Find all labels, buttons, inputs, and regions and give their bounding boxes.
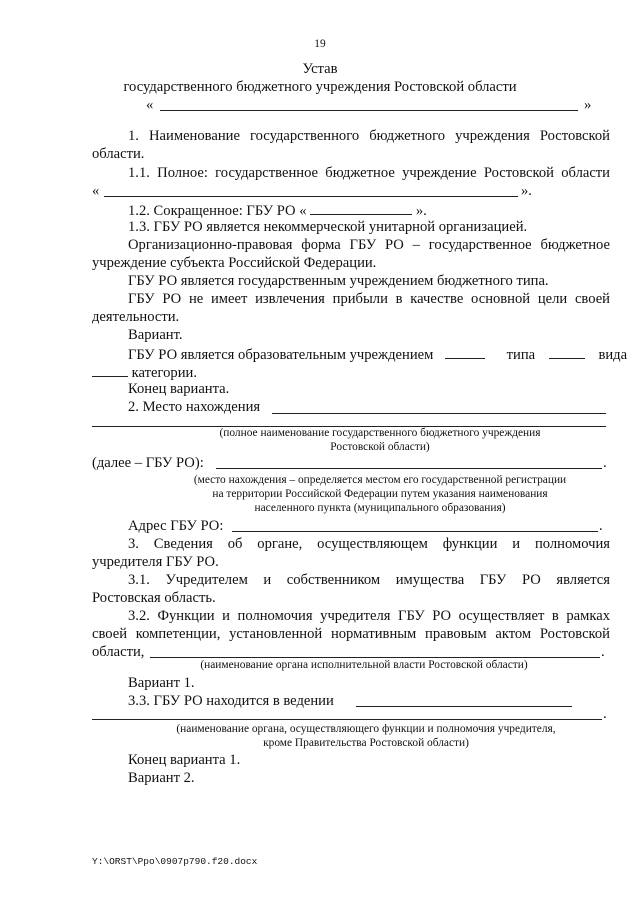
section-3-1-line-1: 3.1. Учредителем и собственником имущества ГБУ РО является [128, 572, 610, 588]
section-3-line-2: учредителя ГБУ РО. [92, 554, 219, 570]
hint-location-line-1: (место нахождения – определяется местом его государственной регистрации [193, 474, 567, 486]
section-1-2-label: 1.2. Сокращенное: ГБУ РО « [128, 203, 307, 219]
section-1-2 [128, 201, 427, 220]
hint-org-line-1: (наименование органа, осуществляющего функции и полномочия учредителя, [176, 723, 556, 735]
opf-line-2: учреждение субъекта Российской Федерации. [92, 255, 377, 271]
document-title: Устав [302, 61, 338, 77]
variant-1-label: Вариант 1. [128, 675, 195, 691]
exec-body-dot: . [601, 644, 605, 660]
section-3-1-line-2: Ростовская область. [92, 590, 216, 606]
category-blank [92, 363, 128, 377]
education-text-a: ГБУ РО является образовательным учреждением [128, 347, 434, 363]
hint-exec-body: (наименование органа исполнительной власти Ростовской области) [200, 659, 528, 671]
address-dot: . [599, 518, 603, 534]
jurisdiction-blank-2 [92, 719, 602, 720]
type-blank [445, 345, 485, 359]
name-quote-open: « [146, 97, 154, 113]
end-variant-label: Конец варианта. [128, 381, 230, 397]
profit-line-2: деятельности. [92, 309, 180, 325]
address-label: Адрес ГБУ РО: [128, 518, 224, 534]
education-text-d: категории. [131, 365, 197, 381]
further-dot: . [603, 455, 607, 471]
short-name-blank [310, 201, 412, 215]
education-line-1 [128, 345, 627, 364]
footer-file-path: Y:\ORST\Ppo\0907p790.f20.docx [92, 856, 258, 867]
opf-line-1: Организационно-правовая форма ГБУ РО – государственное бюджетное [128, 237, 610, 253]
hint-full-name-line-1: (полное наименование государственного бюджетного учреждения [219, 427, 541, 439]
document-subtitle: государственного бюджетного учреждения Ростовской области [123, 79, 517, 95]
section-1-line-2: области. [92, 146, 145, 162]
section-1-line-1: 1. Наименование государственного бюджетного учреждения Ростовской [128, 128, 610, 144]
section-1-1-quote-close: ». [521, 183, 532, 199]
page-number: 19 [314, 38, 326, 50]
name-quote-close: » [584, 97, 592, 113]
hint-location-line-3: населенного пункта (муниципального образования) [254, 502, 506, 514]
section-2-label: 2. Место нахождения [128, 399, 261, 415]
variant-label: Вариант. [128, 327, 183, 343]
section-3-line-1: 3. Сведения об органе, осуществляющем функции и полномочия [128, 536, 610, 552]
education-text-c: вида [598, 347, 628, 363]
hint-org-line-2: кроме Правительства Ростовской области) [263, 737, 469, 749]
location-blank-1 [272, 413, 606, 414]
section-1-1-line-1: 1.1. Полное: государственное бюджетное учреждение Ростовской области [128, 165, 610, 181]
jurisdiction-blank-1 [356, 706, 572, 707]
kind-blank [549, 345, 585, 359]
further-label: (далее – ГБУ РО): [92, 455, 204, 471]
hint-full-name-line-2: Ростовской области) [330, 441, 430, 453]
jurisdiction-dot: . [603, 706, 607, 722]
further-blank [216, 468, 602, 469]
end-variant-1-label: Конец варианта 1. [128, 752, 241, 768]
section-1-1-quote-open: « [92, 183, 100, 199]
profit-line-1: ГБУ РО не имеет извлечения прибыли в качестве основной цели своей [128, 291, 610, 307]
variant-2-label: Вариант 2. [128, 770, 195, 786]
section-3-3-label: 3.3. ГБУ РО находится в ведении [128, 693, 334, 709]
hint-location-line-2: на территории Российской Федерации путем указания наименования [212, 488, 548, 500]
education-line-2 [92, 363, 197, 382]
section-1-3: 1.3. ГБУ РО является некоммерческой унитарной организацией. [128, 219, 528, 235]
address-blank [232, 531, 598, 532]
section-3-2-line-1: 3.2. Функции и полномочия учредителя ГБУ РО осуществляет в рамках [128, 608, 610, 624]
section-1-2-close: ». [415, 203, 427, 219]
section-3-2-line-3: области, [92, 644, 145, 660]
budget-type-line: ГБУ РО является государственным учреждением бюджетного типа. [128, 273, 549, 289]
education-text-b: типа [506, 347, 536, 363]
full-name-blank [104, 196, 518, 197]
section-3-2-line-2: своей компетенции, установленной нормативным правовым актом Ростовской [92, 626, 610, 642]
name-blank [160, 110, 578, 111]
